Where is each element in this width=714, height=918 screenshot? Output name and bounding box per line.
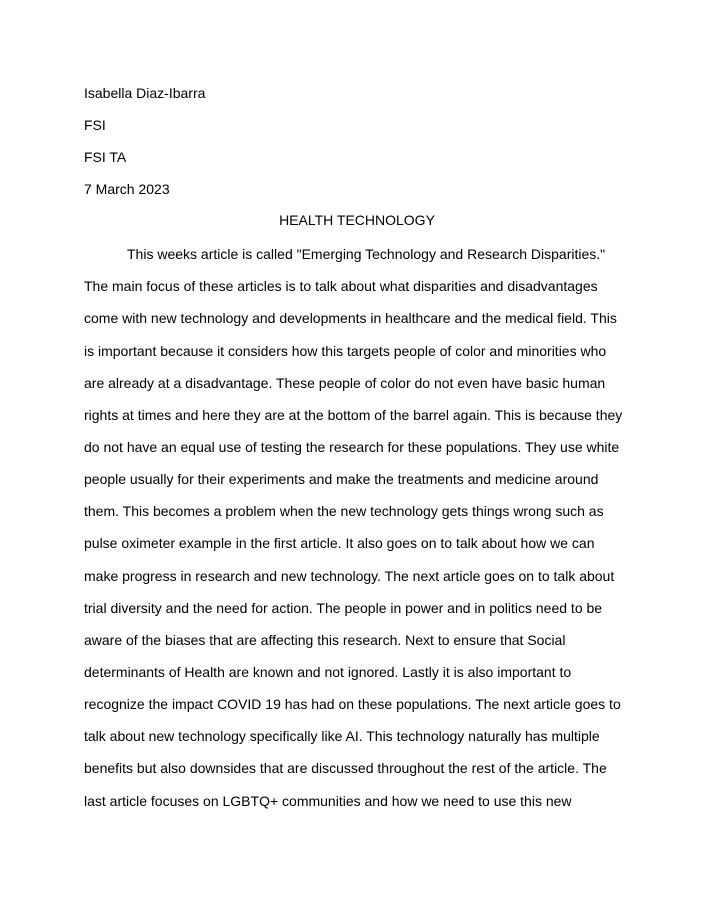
body-line: talk about new technology specifically like AI. This technology naturally has multiple [84,728,600,744]
body-line: come with new technology and developments in healthcare and the medical field. This [84,310,617,326]
body-line: last article focuses on LGBTQ+ communities and how we need to use this new [84,793,572,809]
body-line: This weeks article is called "Emerging Technology and Research Disparities." [127,246,606,262]
body-line: make progress in research and new technology. The next article goes on to talk about [84,568,615,584]
body-line: aware of the biases that are affecting this research. Next to ensure that Social [84,632,566,648]
author-name: Isabella Diaz-Ibarra [84,85,206,101]
body-line: benefits but also downsides that are discussed throughout the rest of the article. The [84,760,607,776]
body-line: them. This becomes a problem when the new technology gets things wrong such as [84,503,604,519]
body-line: The main focus of these articles is to talk about what disparities and disadvantages [84,278,598,294]
instructor-name: FSI TA [84,149,127,165]
body-line: recognize the impact COVID 19 has had on these populations. The next article goes to [84,696,621,712]
body-line: determinants of Health are known and not ignored. Lastly it is also important to [84,664,572,680]
document-title: HEALTH TECHNOLOGY [279,212,435,228]
body-line: are already at a disadvantage. These people of color do not even have basic human [84,375,606,391]
body-line: people usually for their experiments and make the treatments and medicine around [84,471,599,487]
body-line: is important because it considers how this targets people of color and minorities who [84,343,607,359]
body-line: rights at times and here they are at the bottom of the barrel again. This is because they [84,407,623,423]
body-line: do not have an equal use of testing the research for these populations. They use white [84,439,620,455]
document-date: 7 March 2023 [84,181,170,197]
body-line: trial diversity and the need for action. The people in power and in politics need to be [84,600,603,616]
course-name: FSI [84,117,106,133]
body-line: pulse oximeter example in the first article. It also goes on to talk about how we can [84,535,595,551]
